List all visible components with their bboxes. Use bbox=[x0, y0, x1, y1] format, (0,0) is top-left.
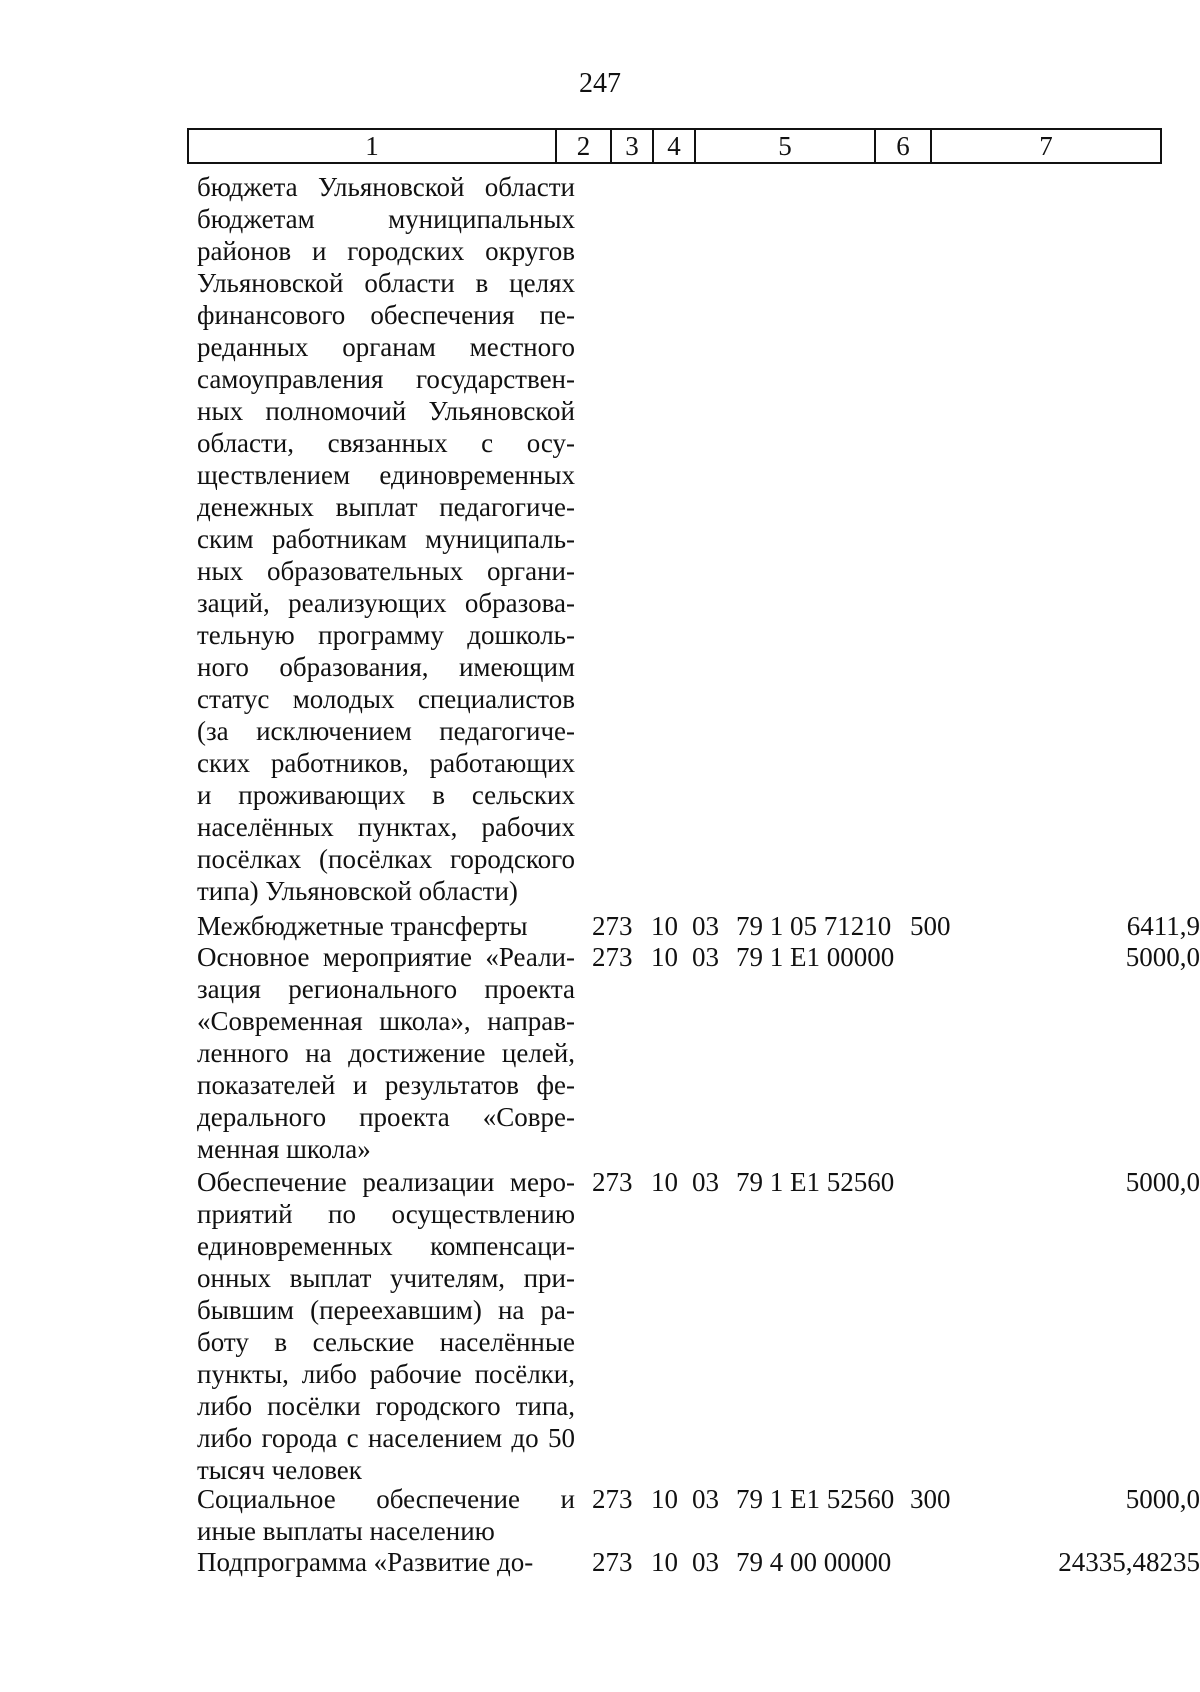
description-line: Подпрограмма «Развитие до- bbox=[197, 1547, 534, 1577]
description-line: самоуправления государствен- bbox=[197, 364, 575, 394]
cell-col-3: 10 bbox=[651, 942, 678, 972]
cell-col-3: 10 bbox=[651, 911, 678, 941]
cell-col-2: 273 bbox=[592, 1167, 633, 1197]
cell-col-5: 79 1 E1 52560 bbox=[736, 1484, 895, 1514]
description-line: ществлением единовременных bbox=[197, 460, 575, 490]
header-col-6: 6 bbox=[876, 130, 932, 162]
cell-col-2: 273 bbox=[592, 942, 633, 972]
description-line: ленного на достижение целей, bbox=[197, 1038, 575, 1068]
description-line: ских работников, работающих bbox=[197, 748, 575, 778]
header-col-5: 5 bbox=[696, 130, 876, 162]
description-line: Основное мероприятие «Реали- bbox=[197, 942, 575, 972]
cell-col-4: 03 bbox=[692, 1547, 719, 1577]
description-line: типа) Ульяновской области) bbox=[197, 876, 518, 906]
cell-col-7: 5000,0 bbox=[1125, 1167, 1200, 1197]
description-line: зация регионального проекта bbox=[197, 974, 575, 1004]
description-line: показателей и результатов фе- bbox=[197, 1070, 575, 1100]
description-line: тельную программу дошколь- bbox=[197, 620, 575, 650]
description-line: населённых пунктах, рабочих bbox=[197, 812, 575, 842]
cell-col-5: 79 1 05 71210 bbox=[736, 911, 892, 941]
cell-col-3: 10 bbox=[651, 1484, 678, 1514]
cell-col-7: 5000,0 bbox=[1125, 942, 1200, 972]
description-line: статус молодых специалистов bbox=[197, 684, 575, 714]
description-line: боту в сельские населённые bbox=[197, 1327, 575, 1357]
description-line: Обеспечение реализации меро- bbox=[197, 1167, 575, 1197]
table-header bbox=[187, 128, 1162, 164]
description-line: бюджета Ульяновской области bbox=[197, 172, 575, 202]
description-line: ных образовательных органи- bbox=[197, 556, 575, 586]
cell-col-6: 300 bbox=[910, 1484, 951, 1514]
description-line: области, связанных с осу- bbox=[197, 428, 575, 458]
row-description bbox=[197, 941, 575, 1165]
description-line: (за исключением педагогиче- bbox=[197, 716, 575, 746]
row-description bbox=[197, 1166, 575, 1486]
description-line: иные выплаты населению bbox=[197, 1516, 495, 1546]
header-col-3: 3 bbox=[612, 130, 654, 162]
cell-col-2: 273 bbox=[592, 911, 633, 941]
cell-col-2: 273 bbox=[592, 1484, 633, 1514]
cell-col-4: 03 bbox=[692, 1484, 719, 1514]
description-line: финансового обеспечения пе- bbox=[197, 300, 575, 330]
page-number: 247 bbox=[579, 68, 621, 99]
description-line: бюджетам муниципальных bbox=[197, 204, 575, 234]
description-line: ного образования, имеющим bbox=[197, 652, 575, 682]
description-line: либо посёлки городского типа, bbox=[197, 1391, 575, 1421]
description-line: «Современная школа», направ- bbox=[197, 1006, 575, 1036]
cell-col-4: 03 bbox=[692, 1167, 719, 1197]
description-line: районов и городских округов bbox=[197, 236, 575, 266]
description-line: реданных органам местного bbox=[197, 332, 575, 362]
description-line: Ульяновской области в целях bbox=[197, 268, 575, 298]
description-line: Межбюджетные трансферты bbox=[197, 911, 528, 941]
description-line: дерального проекта «Совре- bbox=[197, 1102, 575, 1132]
header-col-2: 2 bbox=[557, 130, 612, 162]
cell-col-7: 24335,48235 bbox=[1058, 1547, 1200, 1577]
header-col-7: 7 bbox=[1039, 130, 1053, 161]
description-line: посёлках (посёлках городского bbox=[197, 844, 575, 874]
description-line: ных полномочий Ульяновской bbox=[197, 396, 575, 426]
cell-col-7: 6411,9 bbox=[1126, 911, 1200, 941]
cell-col-6: 500 bbox=[910, 911, 951, 941]
description-line: тысяч человек bbox=[197, 1455, 362, 1485]
cell-col-5: 79 1 E1 52560 bbox=[736, 1167, 895, 1197]
header-col-1: 1 bbox=[189, 130, 557, 162]
description-line: ским работникам муниципаль- bbox=[197, 524, 575, 554]
description-line: Социальное обеспечение и bbox=[197, 1484, 575, 1514]
header-col-4: 4 bbox=[654, 130, 696, 162]
description-line: заций, реализующих образова- bbox=[197, 588, 575, 618]
row-description bbox=[197, 171, 575, 907]
description-line: менная школа» bbox=[197, 1134, 371, 1164]
cell-col-4: 03 bbox=[692, 911, 719, 941]
description-line: бывшим (переехавшим) на ра- bbox=[197, 1295, 575, 1325]
description-line: единовременных компенсаци- bbox=[197, 1231, 575, 1261]
description-line: приятий по осуществлению bbox=[197, 1199, 575, 1229]
description-line: либо города с населением до 50 bbox=[197, 1423, 575, 1453]
description-line: и проживающих в сельских bbox=[197, 780, 575, 810]
cell-col-7: 5000,0 bbox=[1125, 1484, 1200, 1514]
cell-col-2: 273 bbox=[592, 1547, 633, 1577]
cell-col-5: 79 1 E1 00000 bbox=[736, 942, 895, 972]
cell-col-5: 79 4 00 00000 bbox=[736, 1547, 892, 1577]
description-line: онных выплат учителям, при- bbox=[197, 1263, 575, 1293]
cell-col-3: 10 bbox=[651, 1547, 678, 1577]
cell-col-3: 10 bbox=[651, 1167, 678, 1197]
description-line: пункты, либо рабочие посёлки, bbox=[197, 1359, 575, 1389]
description-line: денежных выплат педагогиче- bbox=[197, 492, 575, 522]
cell-col-4: 03 bbox=[692, 942, 719, 972]
